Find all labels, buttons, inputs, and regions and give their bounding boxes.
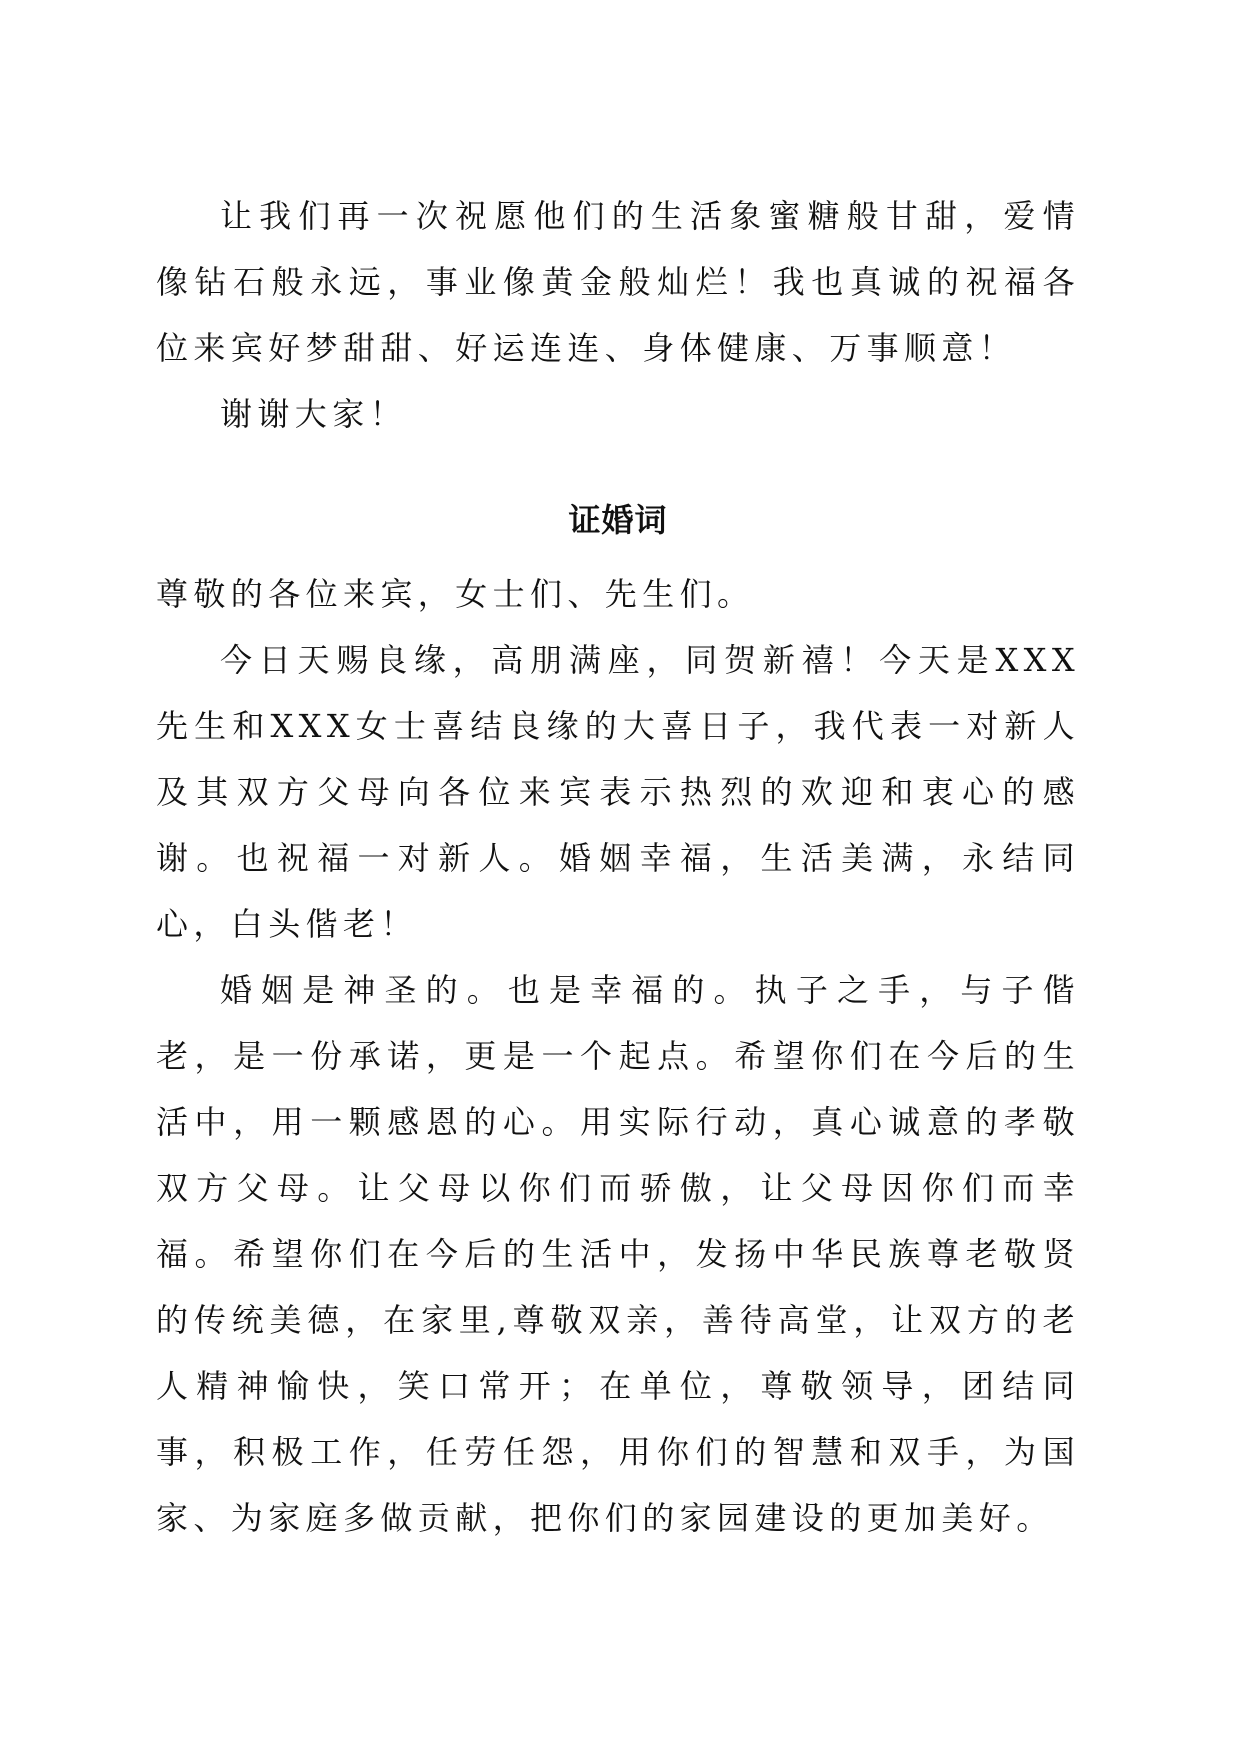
thanks-paragraph: 谢谢大家！ bbox=[220, 395, 408, 433]
section-title: 证婚词 bbox=[568, 501, 668, 539]
greeting-paragraph: 尊敬的各位来宾，女士们、先生们。 bbox=[156, 575, 755, 613]
document-body bbox=[156, 183, 1080, 1551]
closing-blessing-paragraph: 让我们再一次祝愿他们的生活象蜜糖般甘甜，爱情像钻石般永远，事业像黄金般灿烂！我也真诚的祝福各位来宾好梦甜甜、好运连连、身体健康、万事顺意！ bbox=[156, 197, 1080, 367]
marriage-wishes-paragraph: 婚姻是神圣的。也是幸福的。执子之手，与子偕老，是一份承诺，更是一个起点。希望你们在今后的生活中，用一颗感恩的心。用实际行动，真心诚意的孝敬双方父母。让父母以你们而骄傲，让父母因你们而幸福。希望你们在今后的生活中，发扬中华民族尊老敬贤的传统美德，在家里,尊敬双亲，善待高堂，让双方的老人精神愉快，笑口常开；在单位，尊敬领导，团结同事，积极工作，任劳任怨，用你们的智慧和双手，为国家、为家庭多做贡献，把你们的家园建设的更加美好。 bbox=[156, 971, 1080, 1537]
welcome-paragraph: 今日天赐良缘，高朋满座，同贺新禧！今天是XXX先生和XXX女士喜结良缘的大喜日子，我代表一对新人及其双方父母向各位来宾表示热烈的欢迎和衷心的感谢。也祝福一对新人。婚姻幸福，生活美满，永结同心，白头偕老！ bbox=[156, 641, 1080, 943]
